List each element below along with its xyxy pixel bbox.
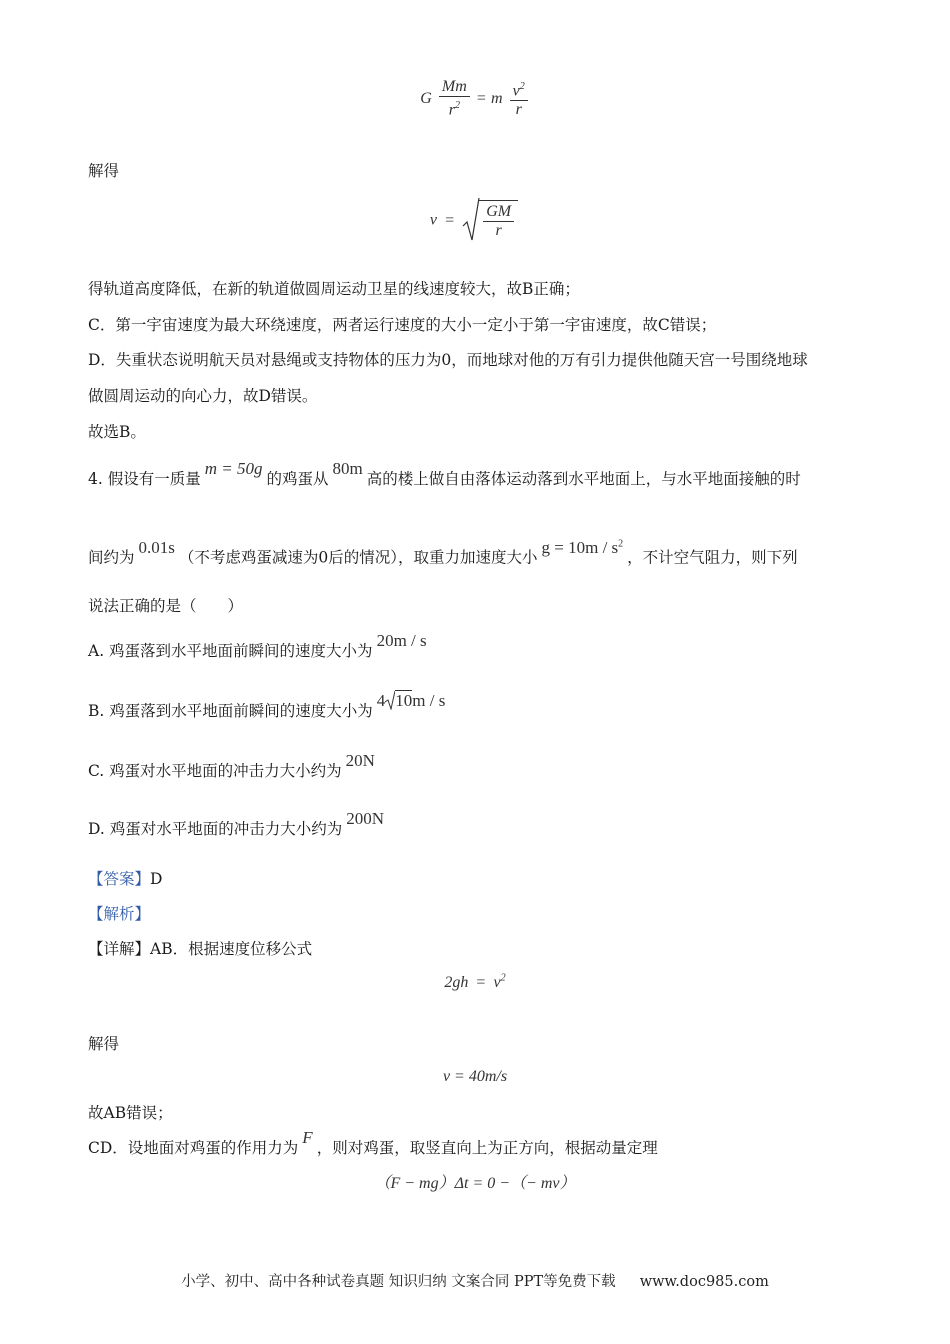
page-footer xyxy=(0,1270,950,1291)
eq3-rhs: v xyxy=(493,974,501,991)
option-d xyxy=(88,809,388,840)
q4-text-1c: 高的楼上做自由落体运动落到水平地面上，与水平地面接触的时 xyxy=(366,470,801,488)
eq1-num: Mm xyxy=(439,78,470,97)
answer-value: D xyxy=(150,870,163,888)
eq3-lhs: 2gh xyxy=(444,974,469,991)
q4-gravity-text: g = 10m / s xyxy=(541,537,619,557)
q4-text-2c: ，不计空气阻力，则下列 xyxy=(627,548,798,567)
paragraph-orbit-conclusion: 得轨道高度降低，在新的轨道做圆周运动卫星的线速度较大，故B正确； xyxy=(88,280,580,298)
q4-time-value: 0.01s xyxy=(138,537,175,557)
option-b-math xyxy=(377,691,446,710)
eq2-sqrt xyxy=(462,196,520,244)
text-jiede-2: 解得 xyxy=(88,1035,120,1053)
eq1-den: r xyxy=(448,101,455,119)
eq1-den-sup: 2 xyxy=(454,100,460,111)
detail-line xyxy=(88,938,312,960)
option-b-coef: 4 xyxy=(376,691,386,710)
p6-text-b: ，则对鸡蛋，取竖直向上为正方向，根据动量定理 xyxy=(316,1139,658,1157)
p6-force-F: F xyxy=(302,1128,313,1147)
eq2-num: GM xyxy=(483,203,514,222)
radical-sign-icon xyxy=(385,690,395,710)
eq2-equals: = xyxy=(445,211,455,229)
q4-height-value: 80m xyxy=(332,459,363,478)
eq1-num2-wrap xyxy=(510,78,528,101)
eq1-frac2 xyxy=(510,78,528,119)
eq1-frac1 xyxy=(439,78,470,119)
p6-text-a: CD．设地面对鸡蛋的作用力为 xyxy=(88,1139,299,1157)
eq3-equals: = xyxy=(476,974,486,991)
option-a-math: 20m / s xyxy=(376,631,427,650)
eq2-frac xyxy=(479,200,518,240)
paragraph-option-d-analysis-1: D．失重状态说明航天员对悬绳或支持物体的压力为0，而地球对他的万有引力提供他随天宫一号围绕地球 xyxy=(88,351,808,369)
question-4-line-1 xyxy=(88,459,801,490)
equation-velocity-result xyxy=(0,1066,950,1086)
paragraph-ab-wrong: 故AB错误； xyxy=(88,1104,173,1122)
eq4-text: v = 40m/s xyxy=(442,1068,508,1085)
equation-momentum-theorem xyxy=(0,1170,950,1193)
option-c xyxy=(88,751,379,782)
q4-text-1b: 的鸡蛋从 xyxy=(266,470,329,488)
option-b xyxy=(88,691,449,722)
analysis-label-text: 【解析】 xyxy=(88,905,151,923)
option-c-math: 20N xyxy=(345,751,375,770)
paragraph-option-c-analysis: C．第一宇宙速度为最大环绕速度，两者运行速度的大小一定小于第一宇宙速度，故C错误； xyxy=(88,316,717,334)
option-d-math: 200N xyxy=(346,809,385,828)
eq2-den: r xyxy=(495,222,502,239)
option-c-text: C. 鸡蛋对水平地面的冲击力大小约为 xyxy=(88,762,342,780)
q4-text-2b: （不考虑鸡蛋减速为0后的情况），取重力加速度大小 xyxy=(178,548,538,567)
equation-velocity-displacement xyxy=(0,972,950,992)
text-jiede-1: 解得 xyxy=(88,162,120,180)
detail-label: 【详解】 xyxy=(88,940,151,958)
paragraph-option-d-analysis-2: 做圆周运动的向心力，故D错误。 xyxy=(88,387,318,405)
eq5-text: （F − mg）Δt = 0 −（− mv） xyxy=(374,1175,576,1192)
q4-gravity-value xyxy=(542,538,624,557)
analysis-label xyxy=(88,903,150,925)
eq1-equals: = xyxy=(476,90,486,108)
option-b-rad: 10 xyxy=(395,691,413,710)
footer-text: 小学、初中、高中各种试卷真题 知识归纳 文案合同 PPT等免费下载 xyxy=(181,1274,616,1290)
option-a xyxy=(88,631,431,662)
equation-velocity-sqrt xyxy=(0,196,950,244)
option-d-text: D. 鸡蛋对水平地面的冲击力大小约为 xyxy=(88,820,343,838)
eq3-sup: 2 xyxy=(500,972,506,984)
eq1-G: G xyxy=(420,90,432,108)
eq1-m: m xyxy=(491,90,503,108)
eq1-den-wrap xyxy=(439,97,470,119)
paragraph-select-b: 故选B。 xyxy=(88,423,146,441)
answer-line xyxy=(88,868,162,890)
question-4-line-2 xyxy=(88,537,798,569)
radical-sign-icon xyxy=(462,196,480,244)
q4-text-1a: 4. 假设有一质量 xyxy=(88,470,201,488)
answer-label: 【答案】 xyxy=(88,870,151,888)
eq2-lhs: v xyxy=(429,211,437,229)
paragraph-cd-analysis xyxy=(88,1128,658,1159)
eq1-den2: r xyxy=(515,101,522,119)
footer-url: www.doc985.com xyxy=(639,1274,769,1290)
detail-text: AB．根据速度位移公式 xyxy=(150,940,313,958)
eq1-num2: v xyxy=(512,82,520,100)
option-a-text: A. 鸡蛋落到水平地面前瞬间的速度大小为 xyxy=(88,642,373,660)
option-b-unit: m / s xyxy=(412,691,446,710)
equation-gravity xyxy=(0,78,950,119)
q4-mass-value: m = 50g xyxy=(204,459,263,478)
option-b-text: B. 鸡蛋落到水平地面前瞬间的速度大小为 xyxy=(88,702,373,720)
q4-text-2a: 间约为 xyxy=(88,548,135,567)
question-4-line-3: 说法正确的是（ ） xyxy=(88,597,244,615)
eq1-num2-sup: 2 xyxy=(519,81,525,92)
q4-gravity-sup: 2 xyxy=(618,538,624,549)
